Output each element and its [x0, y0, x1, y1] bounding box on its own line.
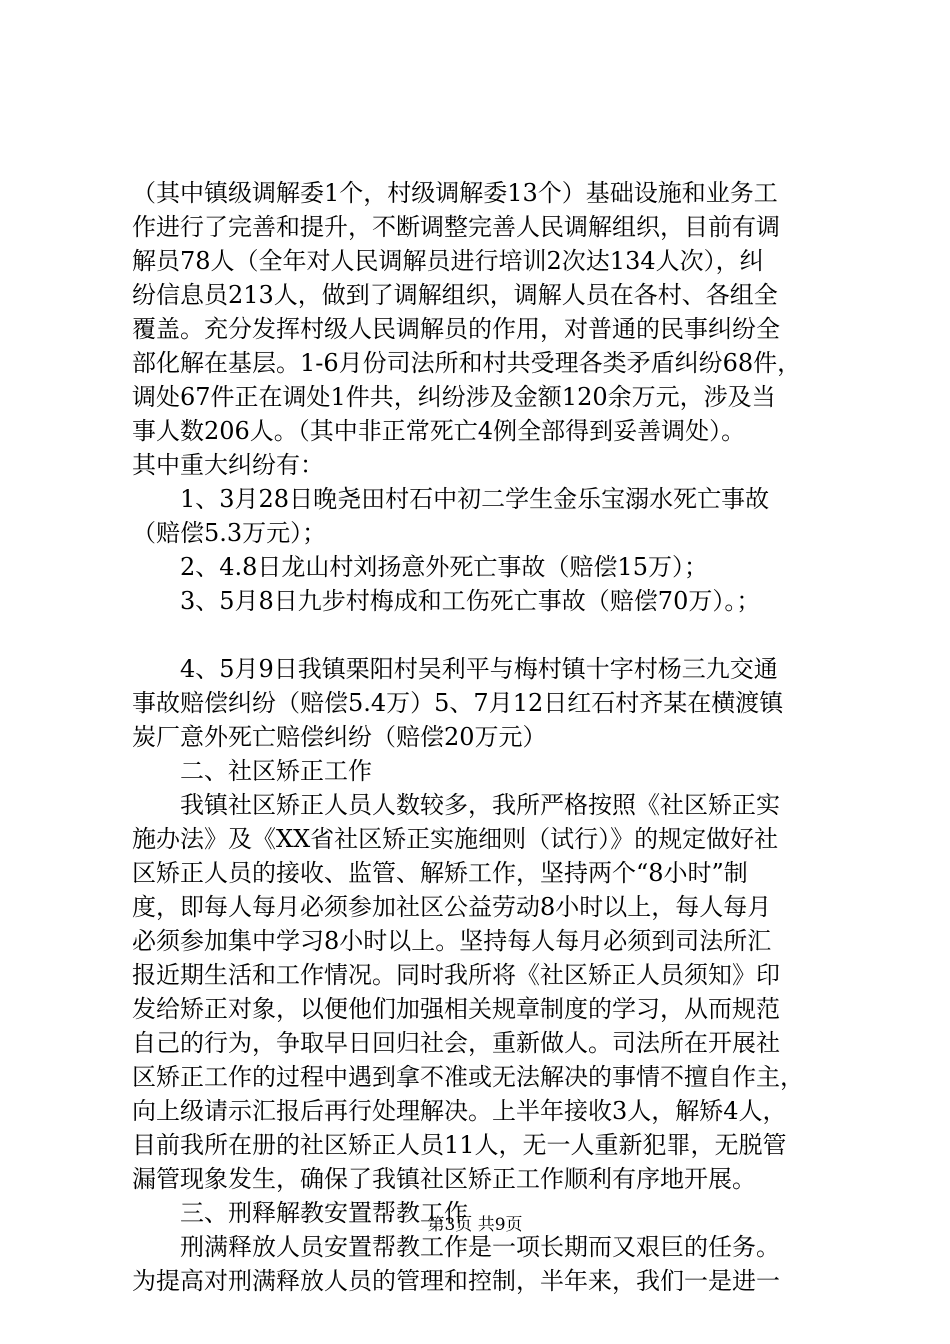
blank-line [132, 618, 842, 652]
list-item-2: 2、4.8日龙山村刘扬意外死亡事故（赔偿15万）； [180, 553, 708, 581]
text-line: 报近期生活和工作情况。同时我所将《社区矫正人员须知》印 [132, 961, 780, 989]
text-line: 区矫正人员的接收、监管、解矫工作，坚持两个“8小时”制 [132, 859, 748, 887]
text-line: 其中重大纠纷有： [132, 451, 324, 479]
paragraph-start: 我镇社区矫正人员人数较多，我所严格按照《社区矫正实 [180, 791, 780, 819]
text-line: 目前我所在册的社区矫正人员11人，无一人重新犯罪，无脱管 [132, 1131, 787, 1159]
text-line: 区矫正工作的过程中遇到拿不准或无法解决的事情不擅自作主， [132, 1063, 804, 1091]
section-heading-3: 三、刑释解教安置帮教工作 [180, 1199, 468, 1227]
text-line: （其中镇级调解委1个，村级调解委13个）基础设施和业务工 [132, 179, 778, 207]
page-number-footer: 第3页 共9页 [427, 1215, 523, 1235]
text-line: 部化解在基层。1-6月份司法所和村共受理各类矛盾纠纷68件， [132, 349, 802, 377]
text-line: 为提高对刑满释放人员的管理和控制，半年来，我们一是进一 [132, 1267, 780, 1295]
text-line: 必须参加集中学习8小时以上。坚持每人每月必须到司法所汇 [132, 927, 772, 955]
text-line: 自己的行为，争取早日回归社会，重新做人。司法所在开展社 [132, 1029, 780, 1057]
list-item-1: 1、3月28日晚尧田村石中初二学生金乐宝溺水死亡事故 [180, 485, 770, 513]
text-line: 施办法》及《XX省社区矫正实施细则（试行）》的规定做好社 [132, 825, 779, 853]
document-body [132, 176, 842, 1298]
text-line: （赔偿5.3万元）； [132, 519, 327, 547]
paragraph-start: 刑满释放人员安置帮教工作是一项长期而又艰巨的任务。 [180, 1233, 780, 1261]
text-line: 发给矫正对象，以便他们加强相关规章制度的学习，从而规范 [132, 995, 780, 1023]
text-line: 事人数206人。（其中非正常死亡4例全部得到妥善调处）。 [132, 417, 746, 445]
text-line: 度，即每人每月必须参加社区公益劳动8小时以上，每人每月 [132, 893, 772, 921]
text-line: 纷信息员213人，做到了调解组织，调解人员在各村、各组全 [132, 281, 778, 309]
list-item-3: 3、5月8日九步村梅成和工伤死亡事故（赔偿70万）。； [180, 587, 761, 615]
text-line: 调处67件正在调处1件共，纠纷涉及金额120余万元，涉及当 [132, 383, 776, 411]
text-line: 覆盖。充分发挥村级人民调解员的作用，对普通的民事纠纷全 [132, 315, 780, 343]
list-item-4: 4、5月9日我镇栗阳村吴利平与梅村镇十字村杨三九交通 [180, 655, 778, 683]
section-heading-2: 二、社区矫正工作 [180, 757, 372, 785]
text-line: 炭厂意外死亡赔偿纠纷（赔偿20万元） [132, 723, 547, 751]
text-line: 向上级请示汇报后再行处理解决。上半年接收3人，解矫4人， [132, 1097, 787, 1125]
text-line: 作进行了完善和提升，不断调整完善人民调解组织，目前有调 [132, 213, 780, 241]
text-line: 事故赔偿纠纷（赔偿5.4万）5、7月12日红石村齐某在横渡镇 [132, 689, 784, 717]
text-line: 解员78人（全年对人民调解员进行培训2次达134人次），纠 [132, 247, 764, 275]
text-line: 漏管现象发生，确保了我镇社区矫正工作顺利有序地开展。 [132, 1165, 756, 1193]
